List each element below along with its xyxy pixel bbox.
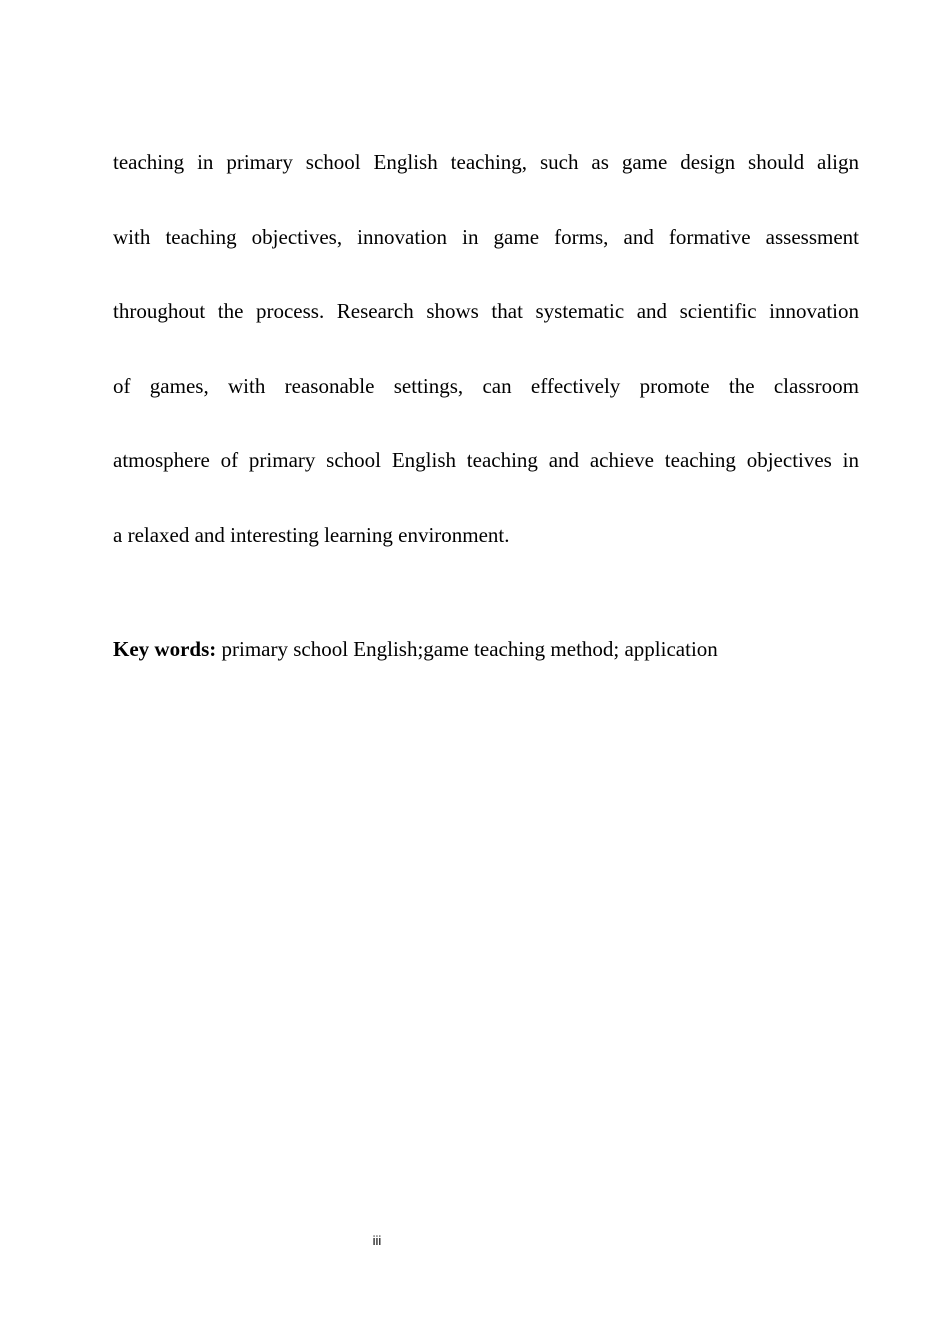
keywords-label: Key words:	[113, 637, 217, 661]
abstract-line-4: of games, with reasonable settings, can effectively promote the classroom	[113, 373, 859, 398]
abstract-line-5: atmosphere of primary school English teaching and achieve teaching objectives in	[113, 448, 859, 473]
abstract-line-2: with teaching objectives, innovation in game forms, and formative assessment	[113, 224, 859, 249]
abstract-line-1: teaching in primary school English teaching, such as game design should align	[113, 150, 859, 174]
keywords-line	[113, 630, 859, 668]
page-number: iii	[372, 1233, 382, 1248]
abstract-line-3: throughout the process. Research shows that systematic and scientific innovation	[113, 299, 859, 324]
abstract-line-6: a relaxed and interesting learning environment.	[113, 522, 510, 547]
keywords-text: primary school English;game teaching method; application	[216, 637, 718, 661]
abstract-paragraph	[113, 143, 859, 591]
